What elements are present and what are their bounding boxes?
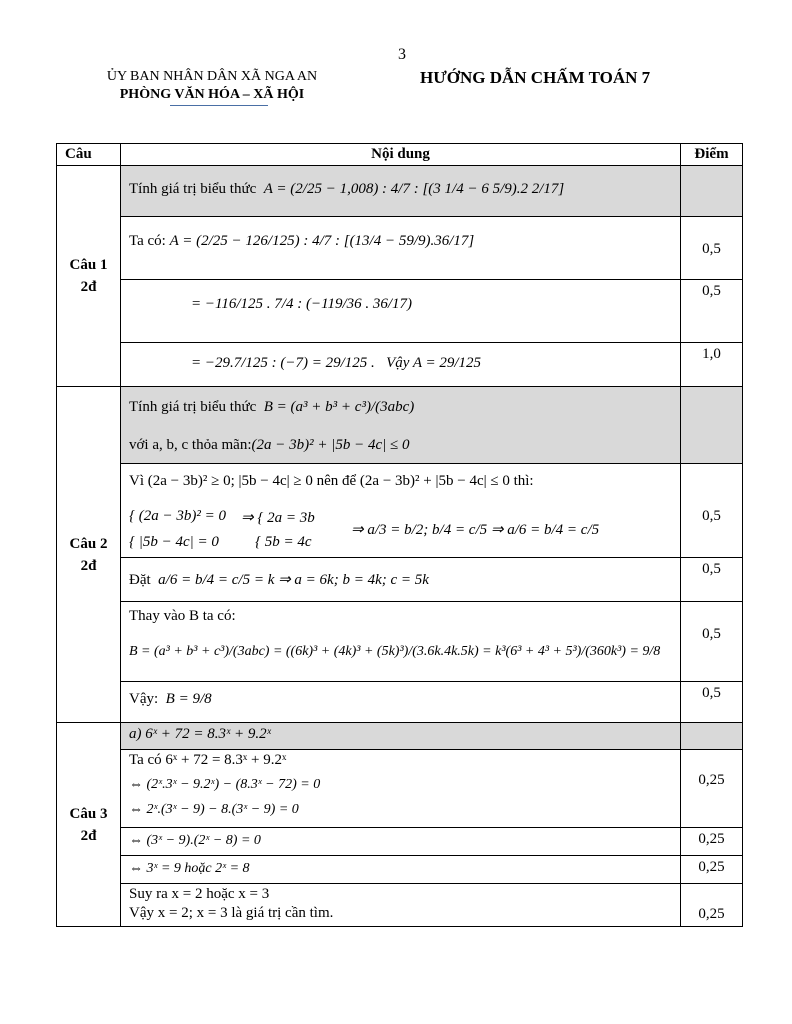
content-cell [121,682,681,723]
points-value: 0,25 [698,831,725,847]
points-cell [681,343,743,387]
q3-prompt: a) 6ˣ + 72 = 8.3ˣ + 9.2ˣ [129,726,271,742]
content-cell [121,387,681,464]
content-cell [121,828,681,856]
content-cell [121,750,681,828]
content-cell [121,884,681,927]
points-value: 0,5 [702,685,721,701]
table-header-row [57,144,743,166]
q2-substitution: Đặt a/6 = b/4 = c/5 = k ⇒ a = 6k; b = 4k; c = 5k [129,572,429,588]
q2-system-1a: { (2a − 3b)² = 0 [129,508,226,524]
org-underline [170,105,268,106]
content-cell [121,558,681,602]
q3-step-1: Ta có 6ˣ + 72 = 8.3ˣ + 9.2ˣ [129,752,287,768]
q2-system-2a: ⇒ { 2a = 3b [241,510,315,526]
q2-ratio-chain: ⇒ a/3 = b/2; b/4 = c/5 ⇒ a/6 = b/4 = c/5 [351,522,600,538]
points-cell [681,387,743,464]
table-row [57,884,743,927]
grading-table [56,143,743,927]
points-cell [681,280,743,343]
question-1-label: Câu 1 [69,257,108,273]
q3-step-3: ⇔ 2ˣ.(3ˣ − 9) − 8.(3ˣ − 9) = 0 [129,802,299,817]
points-cell [681,884,743,927]
table-row [57,343,743,387]
points-cell [681,217,743,280]
points-value: 0,25 [698,906,725,922]
table-row [57,280,743,343]
org-line-2: PHÒNG VĂN HÓA – XÃ HỘI [119,87,305,102]
points-cell [681,723,743,750]
content-cell [121,343,681,387]
page-number: 3 [398,46,406,63]
q2-conclusion: Vậy: B = 9/8 [129,691,212,707]
points-value: 0,5 [702,561,721,577]
points-value: 0,5 [702,508,721,524]
header-content: Nội dung [121,144,681,166]
q2-substitute-lead: Thay vào B ta có: [129,608,236,624]
q2-system-2b: { 5b = 4c [255,534,312,550]
q2-substitute-expr: B = (a³ + b³ + c³)/(3abc) = ((6k)³ + (4k)³ + (5k)³)/(3.6k.4k.5k) = k³(6³ + 4³ + 5³)/(360k³) = 9/8 [129,644,661,659]
document-title: HƯỚNG DẪN CHẤM TOÁN 7 [420,68,651,87]
table-row [57,602,743,682]
points-value: 0,5 [702,626,721,642]
question-3-score: 2đ [80,827,97,844]
q3-step-2: ⇔ (2ˣ.3ˣ − 9.2ˣ) − (8.3ˣ − 72) = 0 [129,777,321,792]
question-2-score: 2đ [80,557,97,574]
points-value: 0,25 [698,772,725,788]
table-row [57,387,743,464]
points-value: 0,5 [702,283,721,299]
q1-prompt: Tính giá trị biểu thức A = (2/25 − 1,008) : 4/7 : [(3 1/4 − 6 5/9).2 2/17] [129,181,565,197]
table-row [57,856,743,884]
points-cell [681,750,743,828]
table-row [57,166,743,217]
q2-prompt: Tính giá trị biểu thức B = (a³ + b³ + c³)/(3abc) [129,399,415,415]
content-cell [121,723,681,750]
question-1-cell [57,166,121,387]
content-cell [121,464,681,558]
content-cell [121,602,681,682]
organization-block [62,68,362,104]
table-row [57,217,743,280]
table-row [57,464,743,558]
table-row [57,558,743,602]
q3-result: Suy ra x = 2 hoặc x = 3 [129,886,270,902]
q2-condition: với a, b, c thỏa mãn:(2a − 3b)² + |5b − 4c| ≤ 0 [129,437,410,453]
points-cell [681,166,743,217]
q1-step-1: Ta có: A = (2/25 − 126/125) : 4/7 : [(13/4 − 59/9).36/17] [129,233,475,249]
table-row [57,682,743,723]
q2-system-1b: { |5b − 4c| = 0 [129,534,219,550]
table-row [57,750,743,828]
points-cell [681,856,743,884]
question-2-cell [57,387,121,723]
content-cell [121,166,681,217]
points-cell [681,464,743,558]
q3-conclusion: Vậy x = 2; x = 3 là giá trị cần tìm. [129,905,334,921]
org-line-1: ỦY BAN NHÂN DÂN XÃ NGA AN [106,69,318,84]
points-value: 0,5 [702,241,721,257]
q3-step-4: ⇔ (3ˣ − 9).(2ˣ − 8) = 0 [129,833,261,848]
points-cell [681,602,743,682]
question-3-label: Câu 3 [69,805,108,822]
q1-step-2: = −116/125 . 7/4 : (−119/36 . 36/17) [191,296,413,312]
points-value: 1,0 [702,346,721,362]
header-points: Điểm [681,144,743,166]
content-cell [121,856,681,884]
content-cell [121,217,681,280]
q1-step-3: = −29.7/125 : (−7) = 29/125 . Vậy A = 29/125 [191,355,482,371]
table-row [57,723,743,750]
points-cell [681,828,743,856]
content-cell [121,280,681,343]
table-row [57,828,743,856]
q2-reason: Vì (2a − 3b)² ≥ 0; |5b − 4c| ≥ 0 nên để (2a − 3b)² + |5b − 4c| ≤ 0 thì: [129,473,534,489]
q3-step-5: ⇔ 3ˣ = 9 hoặc 2ˣ = 8 [129,861,250,876]
points-cell [681,682,743,723]
header-question: Câu [57,144,121,166]
question-3-cell [57,723,121,927]
question-2-label: Câu 2 [69,535,108,552]
points-cell [681,558,743,602]
points-value: 0,25 [698,859,725,875]
question-1-score: 2đ [80,279,97,295]
